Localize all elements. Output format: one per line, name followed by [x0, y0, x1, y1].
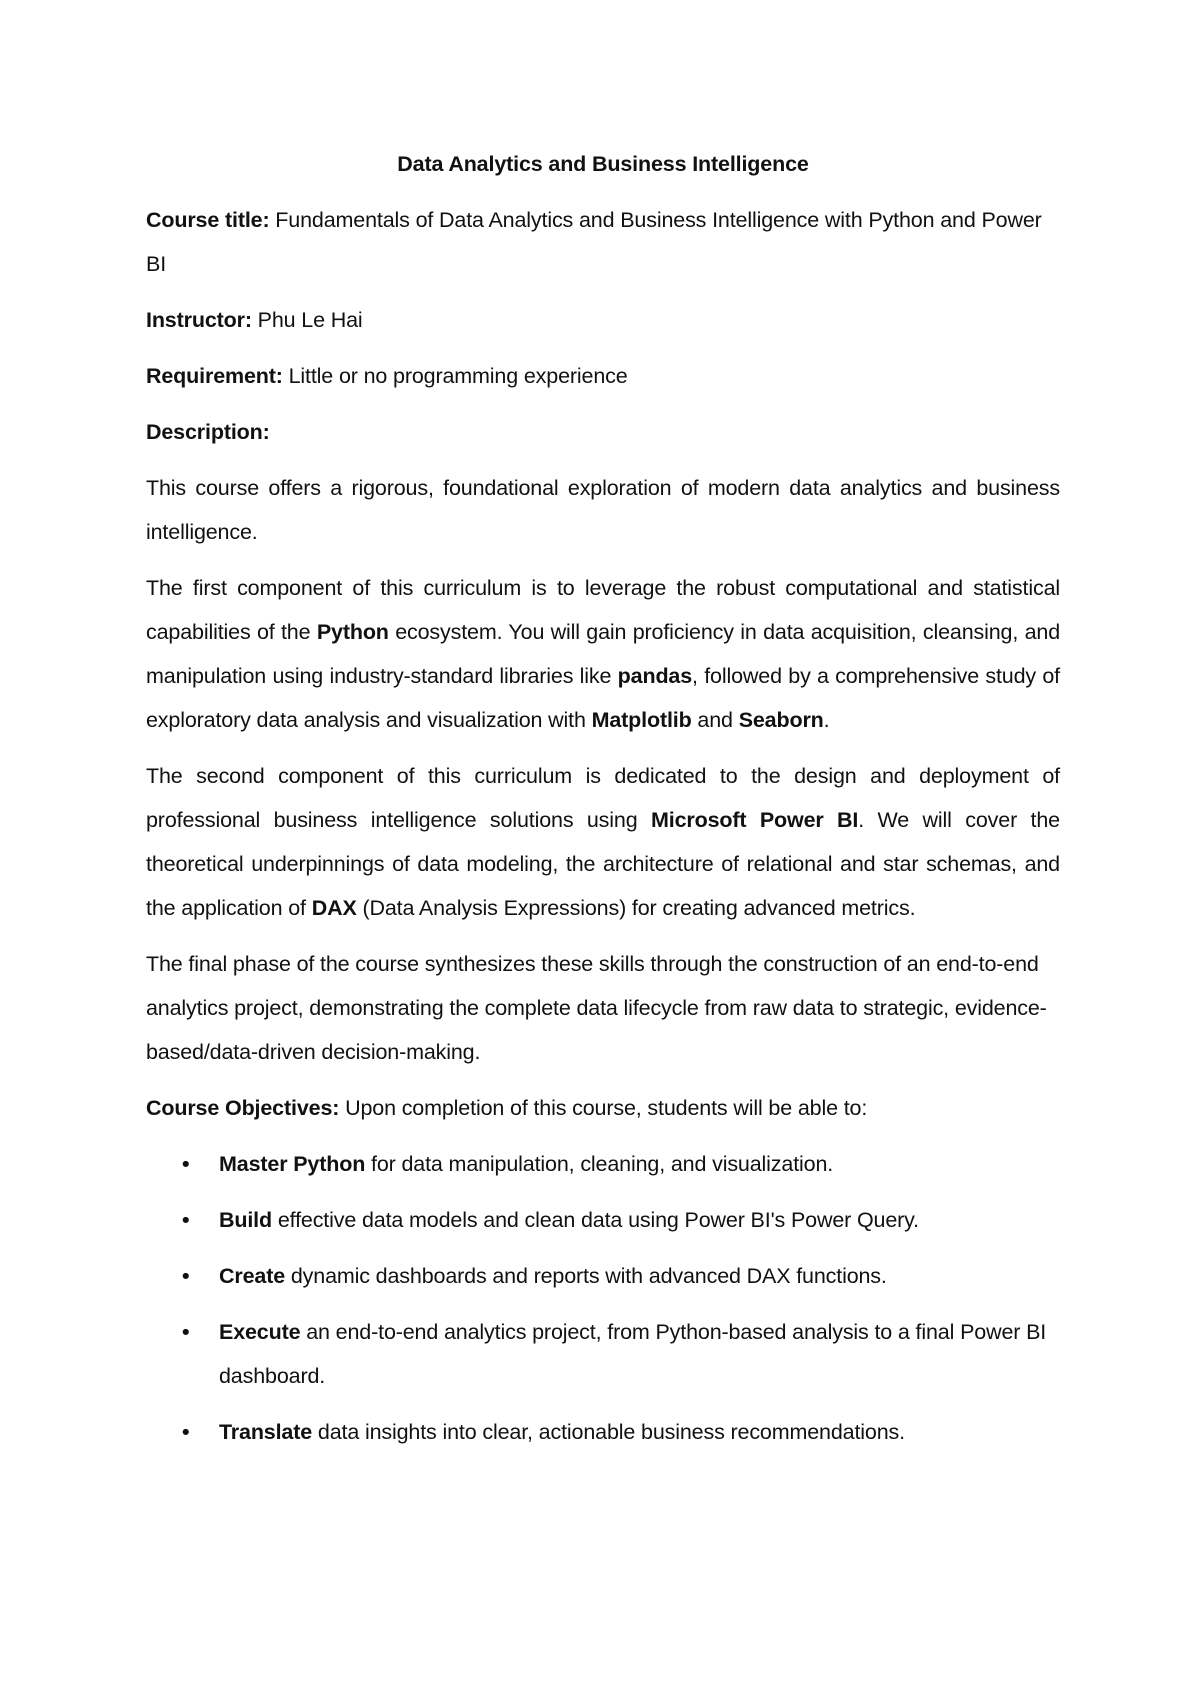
course-objectives-intro: Upon completion of this course, students will be able to: [339, 1096, 868, 1120]
course-title-label: Course title: [146, 208, 270, 232]
objective-text: dynamic dashboards and reports with advanced DAX functions. [285, 1264, 887, 1288]
p2-bold-python: Python [316, 620, 389, 644]
p2-text-2: ecosystem. You will gain proficiency in data acquisition, cleansing, and manipulation using industry-standard libraries like [146, 620, 1060, 688]
p2-text-5: . [823, 708, 830, 732]
objective-verb: Create [219, 1264, 286, 1288]
bullet-icon: • [182, 1152, 190, 1176]
list-item [146, 1198, 1060, 1242]
description-heading: Description: [146, 420, 270, 444]
requirement-value: Little or no programming experience [282, 364, 628, 388]
list-item [146, 1310, 1060, 1398]
p2-text-3: , followed by a comprehensive study of exploratory data analysis and visualization with [146, 664, 1060, 732]
objective-text: an end-to-end analytics project, from Python-based analysis to a final Power BI dashboard. [219, 1320, 1047, 1388]
objective-verb: Translate [219, 1420, 313, 1444]
objective-verb: Execute [219, 1320, 301, 1344]
p2-text-4: and [691, 708, 739, 732]
objective-verb: Master Python [219, 1152, 366, 1176]
course-objectives-field [146, 1086, 1060, 1130]
description-paragraph-4: The final phase of the course synthesizes these skills through the construction of an end-to-end analytics project, demonstrating the complete data lifecycle from raw data to strategic, evidence-based/data-driven decision-making. [146, 952, 1047, 1064]
p2-bold-seaborn: Seaborn [738, 708, 824, 732]
p2-bold-matplotlib: Matplotlib [591, 708, 692, 732]
document-body [146, 142, 1060, 1466]
objective-text: for data manipulation, cleaning, and visualization. [365, 1152, 834, 1176]
instructor-field [146, 298, 1060, 342]
instructor-label: Instructor: [146, 308, 252, 332]
requirement-label: Requirement: [146, 364, 283, 388]
bullet-icon: • [182, 1208, 190, 1232]
document-title: Data Analytics and Business Intelligence [397, 152, 809, 176]
instructor-value: Phu Le Hai [251, 308, 363, 332]
list-item [146, 1410, 1060, 1454]
p2-bold-pandas: pandas [617, 664, 693, 688]
description-paragraph-1: This course offers a rigorous, foundational exploration of modern data analytics and business intelligence. [146, 476, 1060, 544]
bullet-icon: • [182, 1264, 190, 1288]
bullet-icon: • [182, 1420, 190, 1444]
bullet-icon: • [182, 1320, 190, 1344]
objectives-list [146, 1142, 1060, 1454]
description-paragraph-2 [146, 566, 1060, 742]
p3-text-1: The second component of this curriculum is dedicated to the design and deployment of professional business intelligence solutions using [146, 764, 1060, 832]
description-paragraph-3 [146, 754, 1060, 930]
objective-text: effective data models and clean data using Power BI's Power Query. [272, 1208, 919, 1232]
list-item [146, 1142, 1060, 1186]
course-objectives-label: Course Objectives: [146, 1096, 340, 1120]
course-title-field [146, 198, 1060, 286]
p2-text-1: The first component of this curriculum is to leverage the robust computational and statistical capabilities of the [146, 576, 1060, 644]
course-title-value: Fundamentals of Data Analytics and Business Intelligence with Python and Power BI [146, 208, 1042, 276]
p3-text-3: (Data Analysis Expressions) for creating advanced metrics. [356, 896, 916, 920]
p3-text-2: . We will cover the theoretical underpinnings of data modeling, the architecture of relational and star schemas, and the application of [146, 808, 1060, 920]
p3-bold-power-bi: Microsoft Power BI [650, 808, 859, 832]
list-item [146, 1254, 1060, 1298]
requirement-field [146, 354, 1060, 398]
objective-text: data insights into clear, actionable business recommendations. [312, 1420, 905, 1444]
objective-verb: Build [219, 1208, 272, 1232]
p3-bold-dax: DAX [311, 896, 357, 920]
